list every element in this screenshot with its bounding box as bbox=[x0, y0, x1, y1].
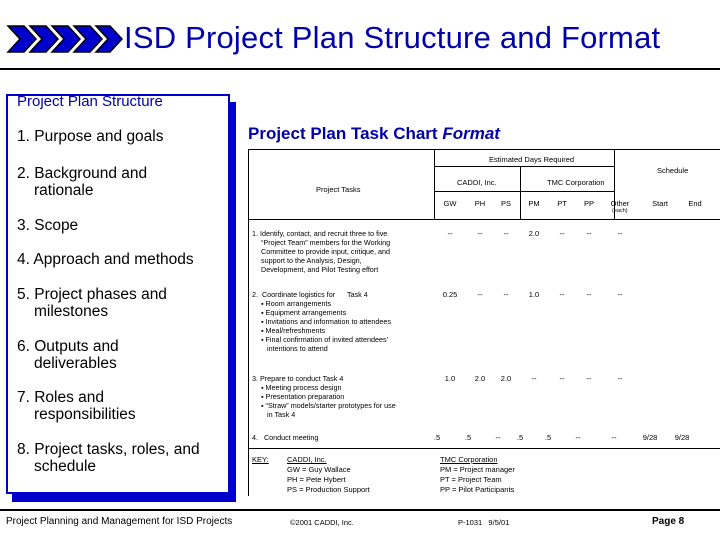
structure-item-text: 8. Project tasks, roles, and bbox=[17, 441, 200, 458]
task-1-pm: 2.0 bbox=[528, 229, 540, 238]
key-tmc-heading: TMC Corporation bbox=[440, 455, 498, 464]
page-title: ISD Project Plan Structure and Format bbox=[124, 20, 661, 55]
task-2-other: -- bbox=[617, 290, 623, 299]
structure-item-text: 5. Project phases and bbox=[17, 286, 167, 303]
task-line: ▪ Meal/refreshments bbox=[261, 326, 326, 335]
double-arrow-logo-icon bbox=[6, 18, 124, 60]
task-3-ph: 2.0 bbox=[474, 374, 486, 383]
key-caddi-heading: CADDI, Inc. bbox=[287, 455, 327, 464]
column-header-pm: PM bbox=[528, 199, 540, 208]
key-caddi-item: PH = Pete Hybert bbox=[287, 475, 346, 484]
task-line: ▪ Final confirmation of invited attendees’ bbox=[261, 335, 389, 344]
column-header-other: Other bbox=[610, 199, 630, 208]
task-line: 3. Prepare to conduct Task 4 bbox=[252, 374, 344, 383]
task-3-other: -- bbox=[617, 374, 623, 383]
task-1-pp: -- bbox=[586, 229, 592, 238]
column-header-ph: PH bbox=[474, 199, 486, 208]
task-1-ph: -- bbox=[477, 229, 483, 238]
task-2-pt: -- bbox=[559, 290, 565, 299]
key-tmc-item: PP = Pilot Participants bbox=[440, 485, 515, 494]
chart-body-bottom-border bbox=[248, 448, 720, 449]
structure-item-text: 6. Outputs and bbox=[17, 338, 119, 355]
key-caddi-item: PS = Production Support bbox=[287, 485, 370, 494]
task-1-other: -- bbox=[617, 229, 623, 238]
structure-item-background bbox=[17, 165, 147, 199]
task-line: Committee to provide input, critique, and bbox=[261, 247, 391, 256]
structure-item-phases bbox=[17, 286, 167, 320]
structure-heading: Project Plan Structure bbox=[17, 93, 163, 110]
structure-item-text: 3. Scope bbox=[17, 217, 79, 234]
task-line: ▪ Room arrangements bbox=[261, 299, 332, 308]
task-line: ▪ Invitations and information to attendees bbox=[261, 317, 392, 326]
structure-item-text-cont: schedule bbox=[34, 458, 97, 475]
task-line: 2. Coordinate logistics for Task 4 bbox=[252, 290, 368, 299]
task-2-ps: -- bbox=[503, 290, 509, 299]
task-line: Development, and Pilot Testing effort bbox=[261, 265, 379, 274]
task-4-pm: .5 bbox=[516, 433, 524, 442]
task-line: ▪ Presentation preparation bbox=[261, 392, 345, 401]
task-3-ps: 2.0 bbox=[500, 374, 512, 383]
task-4-start: 9/28 bbox=[642, 433, 658, 442]
task-1-pt: -- bbox=[559, 229, 565, 238]
project-tasks-header: Project Tasks bbox=[316, 185, 361, 194]
key-tmc-item: PT = Project Team bbox=[440, 475, 502, 484]
task-4-end: 9/28 bbox=[674, 433, 690, 442]
task-2-ph: -- bbox=[477, 290, 483, 299]
structure-item-text: 4. Approach and methods bbox=[17, 251, 194, 268]
structure-item-text-cont: responsibilities bbox=[34, 406, 136, 423]
structure-item-approach bbox=[17, 251, 194, 268]
task-line: ▪ Equipment arrangements bbox=[261, 308, 347, 317]
column-header-pp: PP bbox=[583, 199, 594, 208]
task-line: in Task 4 bbox=[261, 410, 296, 419]
key-tmc-item: PM = Project manager bbox=[440, 465, 515, 474]
footer-page-number: Page 8 bbox=[652, 516, 685, 527]
chart-title-emphasis: Format bbox=[442, 124, 500, 143]
task-2-pp: -- bbox=[586, 290, 592, 299]
task-4-other: -- bbox=[611, 433, 617, 442]
tmc-header: TMC Corporation bbox=[547, 178, 605, 187]
column-header-pt: PT bbox=[557, 199, 567, 208]
column-header-gw: GW bbox=[443, 199, 457, 208]
title-divider bbox=[0, 68, 720, 70]
column-header-end: End bbox=[688, 199, 702, 208]
task-3-pt: -- bbox=[559, 374, 565, 383]
task-4-gw: .5 bbox=[433, 433, 441, 442]
task-1-gw: -- bbox=[447, 229, 453, 238]
column-header-start: Start bbox=[652, 199, 668, 208]
task-1-ps: -- bbox=[503, 229, 509, 238]
structure-item-roles bbox=[17, 389, 136, 423]
task-row-4 bbox=[252, 433, 432, 442]
footer-doc-id: P-1031 9/5/01 bbox=[458, 518, 510, 527]
schedule-header: Schedule bbox=[657, 166, 689, 175]
task-4-ps: -- bbox=[495, 433, 501, 442]
task-4-pp: -- bbox=[575, 433, 581, 442]
chart-left-border bbox=[248, 149, 249, 496]
task-line: “Project Team” members for the Working bbox=[261, 238, 391, 247]
chart-tasks-divider bbox=[434, 149, 435, 219]
chart-header-bottom-border bbox=[248, 219, 720, 220]
caddi-header: CADDI, Inc. bbox=[457, 178, 497, 187]
column-header-ps: PS bbox=[500, 199, 511, 208]
task-3-pp: -- bbox=[586, 374, 592, 383]
task-line: ▪ “Straw” models/starter prototypes for use bbox=[261, 401, 396, 410]
structure-item-purpose bbox=[17, 128, 164, 145]
footer-divider bbox=[0, 509, 720, 511]
task-row-1 bbox=[252, 229, 432, 274]
task-2-gw: 0.25 bbox=[442, 290, 458, 299]
footer-copyright: ©2001 CADDI, Inc. bbox=[290, 518, 354, 527]
task-row-3 bbox=[252, 374, 432, 419]
task-line: support to the Analysis, Design, bbox=[261, 256, 362, 265]
task-3-gw: 1.0 bbox=[444, 374, 456, 383]
structure-item-outputs bbox=[17, 338, 119, 372]
footer-course-title: Project Planning and Management for ISD Projects bbox=[6, 516, 233, 527]
task-3-pm: -- bbox=[531, 374, 537, 383]
estimated-days-underline bbox=[434, 166, 614, 167]
chart-title-main: Project Plan Task Chart bbox=[248, 124, 443, 143]
structure-item-text-cont: milestones bbox=[34, 303, 109, 320]
structure-item-text: 7. Roles and bbox=[17, 389, 105, 406]
structure-item-text-cont: rationale bbox=[34, 182, 94, 199]
structure-item-text: 2. Background and bbox=[17, 165, 148, 182]
task-line: 4. Conduct meeting bbox=[252, 433, 319, 442]
chart-title bbox=[248, 124, 500, 144]
task-4-pt: .5 bbox=[544, 433, 552, 442]
chart-top-border bbox=[248, 149, 720, 150]
column-header-other-note: (each) bbox=[612, 208, 628, 214]
structure-item-tasks bbox=[17, 441, 200, 475]
company-divider bbox=[520, 166, 521, 219]
company-underline bbox=[434, 191, 614, 192]
task-line: ▪ Meeting process design bbox=[261, 383, 342, 392]
estimated-days-header: Estimated Days Required bbox=[489, 155, 575, 164]
key-label: KEY: bbox=[252, 455, 269, 464]
task-4-ph: .5 bbox=[464, 433, 472, 442]
task-line: intentions to attend bbox=[261, 344, 328, 353]
task-2-pm: 1.0 bbox=[528, 290, 540, 299]
task-line: 1. Identify, contact, and recruit three to five bbox=[252, 229, 388, 238]
structure-item-text: 1. Purpose and goals bbox=[17, 128, 164, 145]
structure-item-scope bbox=[17, 217, 78, 234]
structure-item-text-cont: deliverables bbox=[34, 355, 117, 372]
task-row-2 bbox=[252, 290, 432, 353]
key-caddi-item: GW = Guy Wallace bbox=[287, 465, 351, 474]
